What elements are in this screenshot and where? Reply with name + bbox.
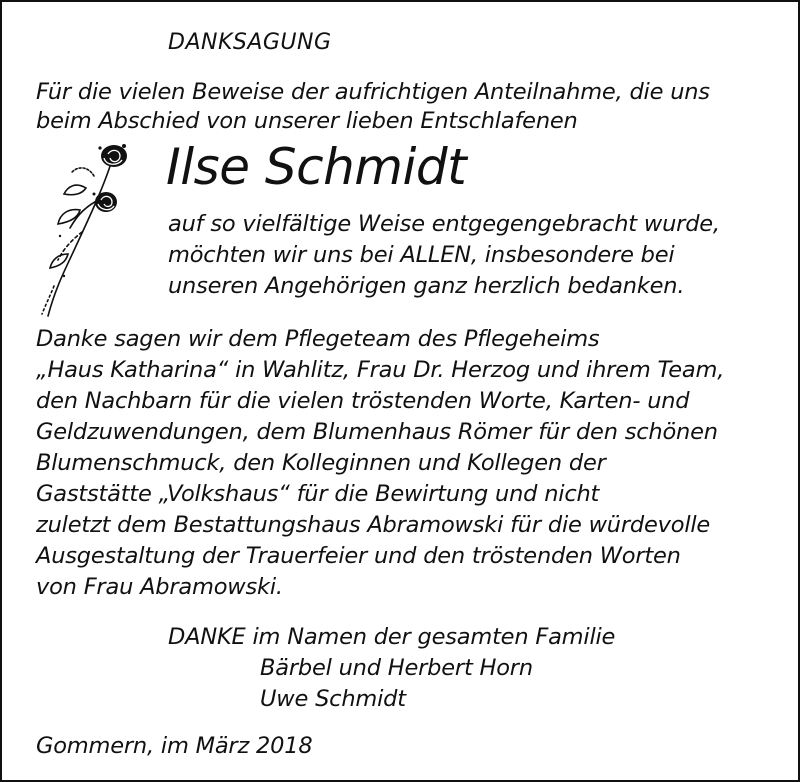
- after-name-line-2: möchten wir uns bei ALLEN, insbesondere bei: [168, 242, 675, 268]
- body-line-6: Gaststätte „Volkshaus“ für die Bewirtung und nicht: [36, 481, 600, 507]
- after-name-line-3: unseren Angehörigen ganz herzlich bedanken.: [168, 273, 685, 299]
- body-line-1: Danke sagen wir dem Pflegeteam des Pflegeheims: [36, 326, 600, 352]
- body-line-2: „Haus Katharina“ in Wahlitz, Frau Dr. Herzog und ihrem Team,: [36, 357, 725, 383]
- body-line-7: zuletzt dem Bestattungshaus Abramowski für die würdevolle: [36, 512, 711, 538]
- body-line-9: von Frau Abramowski.: [36, 574, 283, 600]
- deceased-name: Ilse Schmidt: [166, 138, 467, 196]
- body-line-4: Geldzuwendungen, dem Blumenhaus Römer für den schönen: [36, 419, 718, 445]
- body-line-5: Blumenschmuck, den Kolleginnen und Kollegen der: [36, 450, 606, 476]
- signature-line-3: Uwe Schmidt: [260, 686, 406, 712]
- body-line-8: Ausgestaltung der Trauerfeier und den tröstenden Worten: [36, 543, 681, 569]
- intro-line-2: beim Abschied von unserer lieben Entschlafenen: [36, 108, 578, 134]
- heading: DANKSAGUNG: [168, 30, 332, 55]
- intro-line-1: Für die vielen Beweise der aufrichtigen Anteilnahme, die uns: [36, 79, 710, 105]
- signature-line-2: Bärbel und Herbert Horn: [260, 655, 533, 681]
- signature-line-1: DANKE im Namen der gesamten Familie: [168, 624, 616, 650]
- rose-icon: [24, 136, 144, 326]
- body-line-3: den Nachbarn für die vielen tröstenden Worte, Karten- und: [36, 388, 690, 414]
- after-name-line-1: auf so vielfältige Weise entgegengebracht wurde,: [168, 211, 720, 237]
- place-date: Gommern, im März 2018: [36, 733, 313, 759]
